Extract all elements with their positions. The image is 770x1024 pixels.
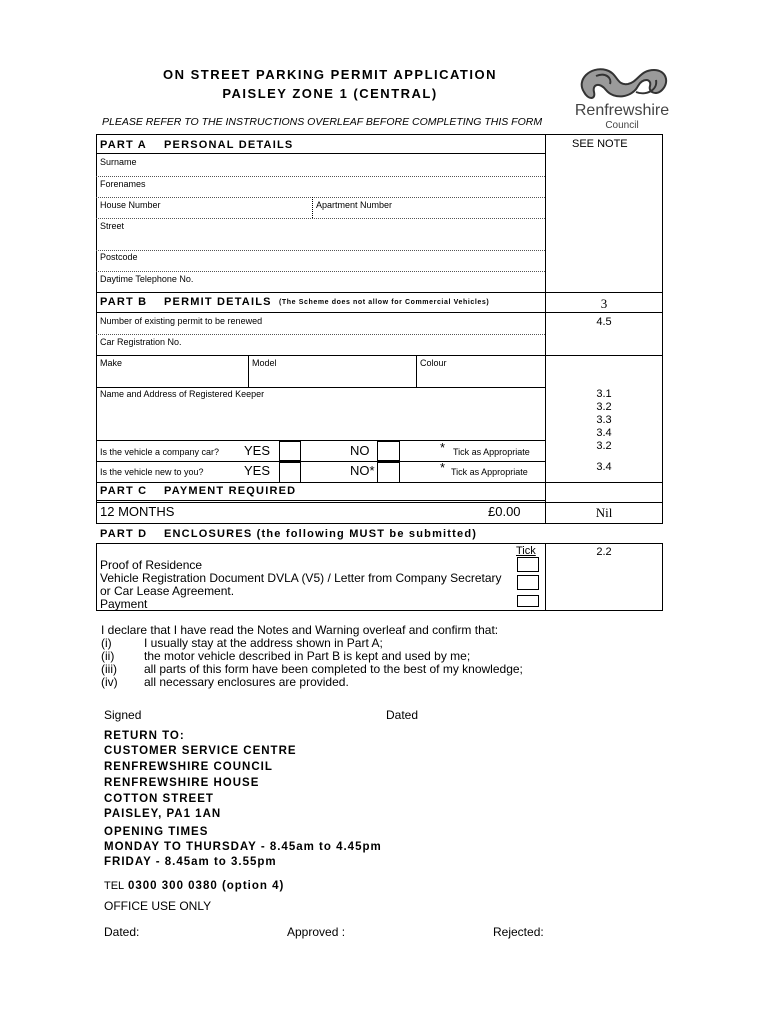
postcode-label: Postcode bbox=[100, 252, 138, 262]
colour-field[interactable] bbox=[417, 357, 544, 387]
payment-note: Nil bbox=[595, 505, 613, 520]
enclosure-checkbox-1[interactable] bbox=[517, 557, 539, 572]
enclosure-item-3: or Car Lease Agreement. bbox=[100, 584, 235, 598]
colour-label: Colour bbox=[420, 358, 447, 368]
return-line-6: PAISLEY, PA1 1AN bbox=[104, 808, 222, 820]
rule bbox=[96, 440, 545, 441]
part-a-see-note: SEE NOTE bbox=[572, 138, 628, 150]
forenames-label: Forenames bbox=[100, 179, 146, 189]
house-number-label: House Number bbox=[100, 200, 161, 210]
return-line-1: RETURN TO: bbox=[104, 730, 185, 742]
rule bbox=[96, 461, 545, 462]
opening-times-title: OPENING TIMES bbox=[104, 826, 209, 838]
renfrewshire-logo bbox=[566, 62, 676, 132]
declaration-num-2: (ii) bbox=[101, 649, 115, 663]
logo-name: Renfrewshire bbox=[574, 102, 670, 119]
new-vehicle-note: 3.4 bbox=[596, 461, 612, 473]
company-car-yes-label: YES bbox=[244, 443, 271, 458]
declaration-text-4: all necessary enclosures are provided. bbox=[144, 675, 349, 689]
rule bbox=[96, 355, 662, 356]
part-b-note: 3 bbox=[600, 296, 608, 311]
rule bbox=[96, 176, 545, 177]
new-vehicle-no-checkbox[interactable] bbox=[377, 462, 400, 483]
tel-label: TEL bbox=[104, 880, 125, 892]
date-field[interactable] bbox=[424, 704, 554, 722]
declaration-num-1: (i) bbox=[101, 636, 112, 650]
keeper-note-3: 3.3 bbox=[596, 414, 612, 426]
car-registration-field[interactable] bbox=[97, 336, 544, 354]
apartment-number-label: Apartment Number bbox=[316, 200, 393, 210]
street-label: Street bbox=[100, 221, 125, 231]
part-a-label: PART A bbox=[100, 139, 147, 151]
new-vehicle-tick-hint: Tick as Appropriate bbox=[451, 467, 528, 477]
office-use-title: OFFICE USE ONLY bbox=[104, 899, 212, 913]
tick-column-label: Tick bbox=[516, 545, 536, 557]
keeper-note-5: 3.2 bbox=[596, 440, 612, 452]
enclosure-item-1: Proof of Residence bbox=[100, 558, 203, 572]
declaration-intro: I declare that I have read the Notes and Warning overleaf and confirm that: bbox=[101, 623, 499, 637]
instruction-text: PLEASE REFER TO THE INSTRUCTIONS OVERLEAF BEFORE COMPLETING THIS FORM bbox=[102, 116, 543, 128]
frame-top bbox=[96, 134, 662, 135]
car-registration-label: Car Registration No. bbox=[100, 337, 182, 347]
enclosures-note: 2.2 bbox=[596, 546, 612, 558]
new-vehicle-no-label: NO* bbox=[350, 463, 375, 478]
office-approved-label: Approved : bbox=[287, 925, 346, 939]
company-car-no-checkbox[interactable] bbox=[377, 441, 400, 461]
declaration-text-2: the motor vehicle described in Part B is kept and used by me; bbox=[144, 649, 471, 663]
existing-permit-note: 4.5 bbox=[596, 316, 612, 328]
keeper-note-4: 3.4 bbox=[596, 427, 612, 439]
keeper-label: Name and Address of Registered Keeper bbox=[100, 389, 265, 399]
part-b-title: PERMIT DETAILS bbox=[164, 296, 272, 308]
rule bbox=[96, 292, 662, 293]
part-b-label: PART B bbox=[100, 296, 148, 308]
model-label: Model bbox=[252, 358, 277, 368]
enclosure-item-2: Vehicle Registration Document DVLA (V5) / Letter from Company Secretary bbox=[100, 571, 502, 585]
company-car-question: Is the vehicle a company car? bbox=[100, 447, 220, 457]
house-number-field[interactable] bbox=[97, 199, 311, 218]
new-vehicle-yes-label: YES bbox=[244, 463, 271, 478]
hours-mon-thu: MONDAY TO THURSDAY - 8.45am to 4.45pm bbox=[104, 841, 382, 853]
logo-mark-icon bbox=[566, 62, 676, 106]
part-c-title: PAYMENT REQUIRED bbox=[164, 485, 297, 497]
surname-label: Surname bbox=[100, 157, 137, 167]
new-vehicle-question: Is the vehicle new to you? bbox=[100, 467, 204, 477]
return-line-3: RENFREWSHIRE COUNCIL bbox=[104, 761, 273, 773]
make-field[interactable] bbox=[97, 357, 247, 387]
rule bbox=[96, 271, 545, 272]
office-dated-label: Dated: bbox=[104, 925, 140, 939]
enclosure-checkbox-3[interactable] bbox=[517, 595, 539, 607]
telephone-label: Daytime Telephone No. bbox=[100, 274, 194, 284]
keeper-note-2: 3.2 bbox=[596, 401, 612, 413]
part-d-label: PART D bbox=[100, 528, 148, 540]
rule bbox=[96, 218, 545, 219]
telephone-field[interactable] bbox=[97, 273, 544, 291]
return-line-5: COTTON STREET bbox=[104, 793, 214, 805]
tel-number: 0300 300 0380 (option 4) bbox=[128, 880, 285, 892]
payment-period: 12 MONTHS bbox=[100, 504, 175, 519]
company-car-no-label: NO bbox=[350, 443, 370, 458]
part-d-title: ENCLOSURES (the following MUST be submitted) bbox=[164, 528, 478, 540]
enclosure-item-4: Payment bbox=[100, 597, 148, 611]
apartment-number-field[interactable] bbox=[313, 199, 544, 218]
office-rejected-label: Rejected: bbox=[493, 925, 544, 939]
signed-label: Signed bbox=[104, 708, 142, 722]
company-car-yes-checkbox[interactable] bbox=[279, 441, 301, 461]
declaration-num-3: (iii) bbox=[101, 662, 117, 676]
rule bbox=[96, 482, 662, 483]
make-label: Make bbox=[100, 358, 123, 368]
keeper-note-1: 3.1 bbox=[596, 388, 612, 400]
part-a-title: PERSONAL DETAILS bbox=[164, 139, 294, 151]
rule bbox=[96, 153, 545, 154]
keeper-field[interactable] bbox=[97, 388, 544, 439]
rule bbox=[96, 197, 545, 198]
rule bbox=[96, 500, 545, 501]
declaration-text-3: all parts of this form have been completed to the best of my knowledge; bbox=[144, 662, 523, 676]
hours-fri: FRIDAY - 8.45am to 3.55pm bbox=[104, 856, 277, 868]
new-vehicle-star: * bbox=[440, 460, 446, 475]
logo-sub: Council bbox=[605, 120, 639, 131]
return-line-4: RENFREWSHIRE HOUSE bbox=[104, 777, 260, 789]
existing-permit-field[interactable] bbox=[97, 314, 544, 333]
new-vehicle-yes-checkbox[interactable] bbox=[279, 462, 301, 483]
surname-field[interactable] bbox=[97, 156, 544, 175]
company-car-tick-hint: Tick as Appropriate bbox=[453, 447, 530, 457]
dated-label: Dated bbox=[386, 708, 419, 722]
part-b-subtitle: (The Scheme does not allow for Commercial Vehicles) bbox=[279, 299, 490, 306]
form-title-line1: ON STREET PARKING PERMIT APPLICATION bbox=[163, 67, 497, 82]
declaration-num-4: (iv) bbox=[101, 675, 118, 689]
return-line-2: CUSTOMER SERVICE CENTRE bbox=[104, 745, 297, 757]
street-field[interactable] bbox=[97, 220, 544, 249]
rule bbox=[96, 312, 662, 313]
postcode-field[interactable] bbox=[97, 251, 544, 270]
enclosure-checkbox-2[interactable] bbox=[517, 575, 539, 590]
existing-permit-label: Number of existing permit to be renewed bbox=[100, 316, 263, 326]
model-field[interactable] bbox=[249, 357, 415, 387]
form-title-line2: PAISLEY ZONE 1 (CENTRAL) bbox=[222, 86, 438, 101]
part-c-label: PART C bbox=[100, 485, 148, 497]
declaration-text-1: I usually stay at the address shown in Part A; bbox=[144, 636, 383, 650]
rule bbox=[96, 334, 545, 335]
frame-right bbox=[662, 134, 663, 508]
signature-field[interactable] bbox=[150, 704, 370, 722]
payment-amount: £0.00 bbox=[488, 504, 521, 519]
forenames-field[interactable] bbox=[97, 178, 544, 197]
company-car-star: * bbox=[440, 440, 446, 455]
